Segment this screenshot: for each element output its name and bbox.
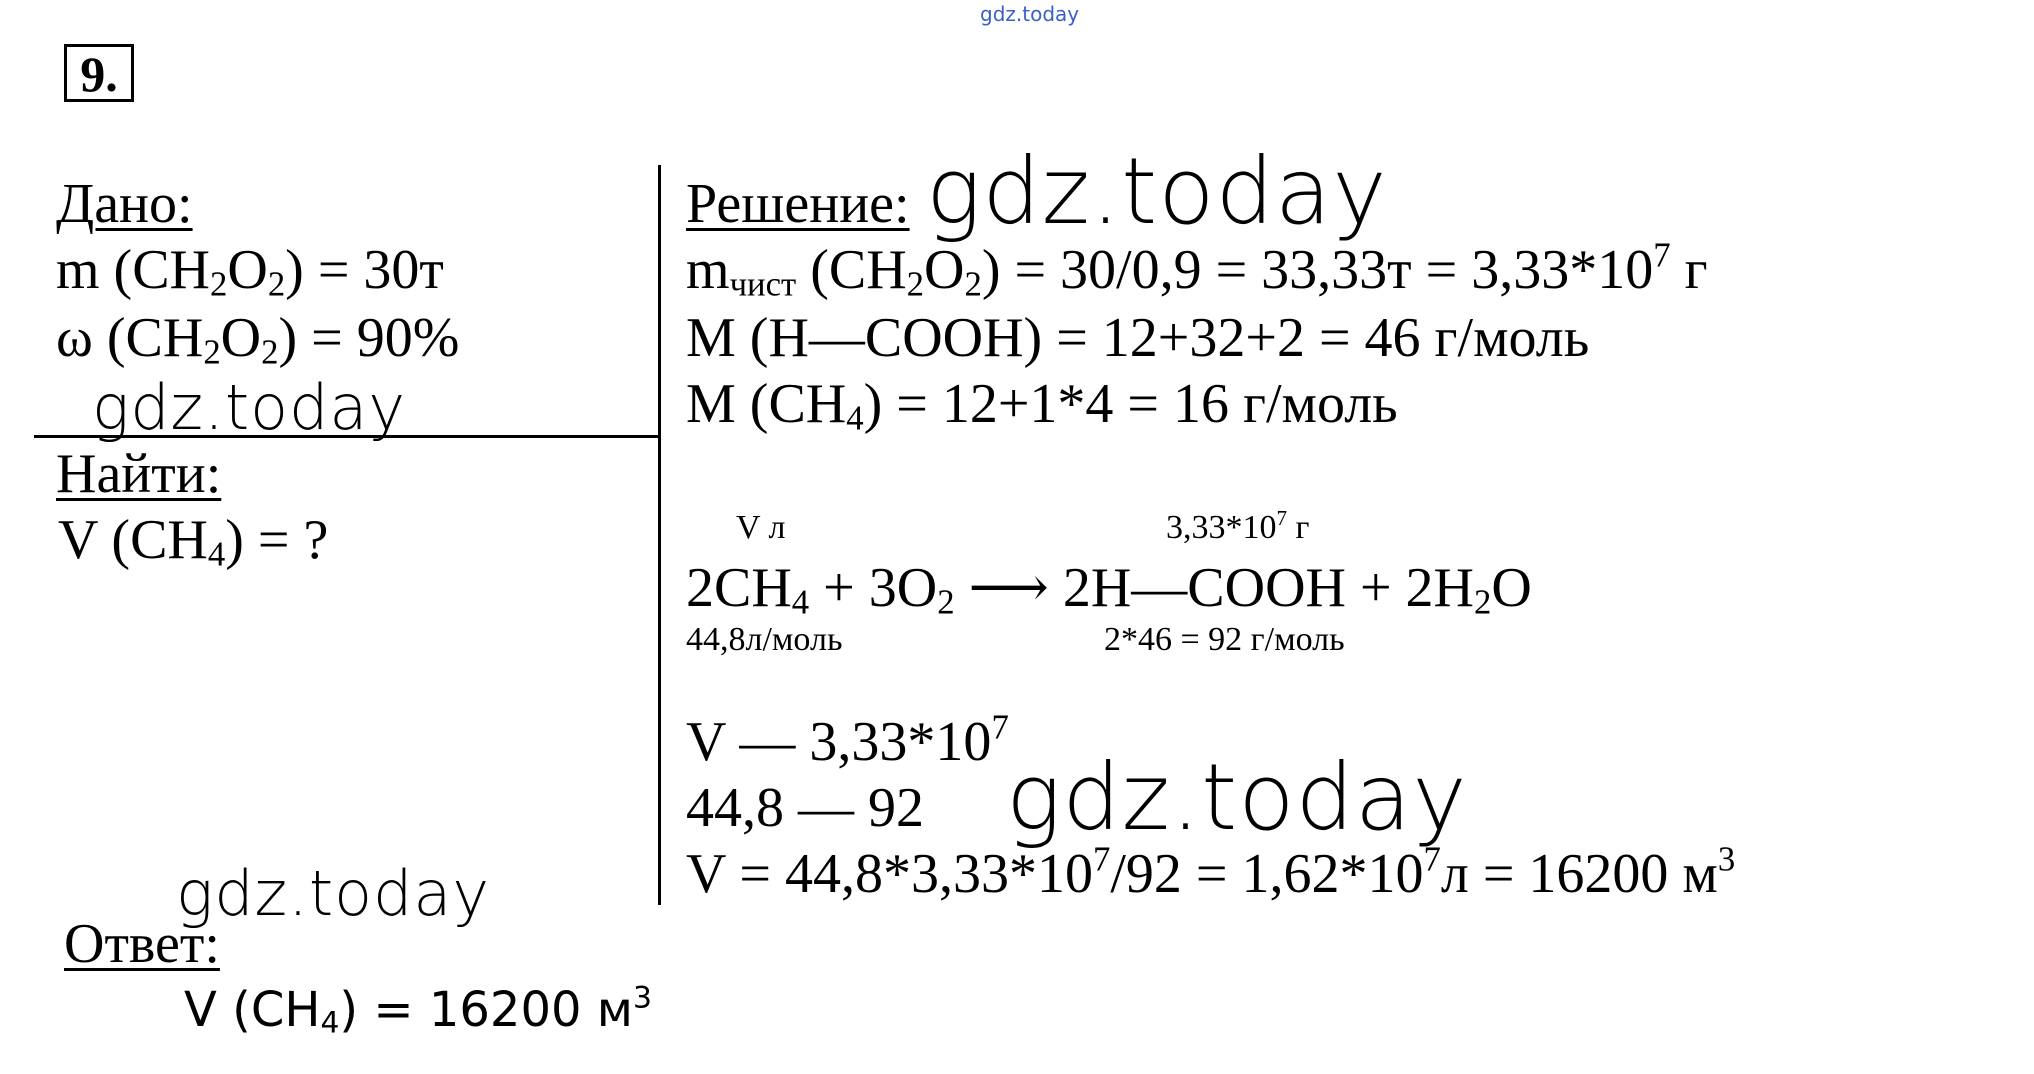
watermark-solution-top: gdz.today (926, 138, 1388, 245)
vertical-divider (658, 165, 661, 905)
reaction-above-right: $3,33*10^7$ г (1166, 505, 1310, 546)
given-mass: m $(CH_2O_2) = 30т$ (56, 239, 444, 304)
find-title: Найти: (56, 443, 222, 505)
problem-number: 9. (80, 46, 118, 102)
solution-title: Решение: (686, 173, 910, 235)
header-watermark: gdz.today (980, 2, 1080, 26)
answer-title: Ответ: (64, 913, 220, 975)
answer-expression: V $(CH_4) = 16200$ $м^3$ (184, 980, 652, 1041)
solution-line-pure-mass: $m_{чист}$ $(CH_2O_2) = 30/0,9 = 33,33т = 3,33*10^7$ г (686, 235, 1708, 304)
solution-result: $V = 44,8*3,33*10^7/92 = 1,62*10^7л = 16200$ $м^3$ (686, 839, 1736, 905)
given-title: Дано: (56, 173, 193, 235)
proportion-line-1: V — $3,33*10^7$ (686, 707, 1009, 773)
reaction-above-left: V л (736, 509, 786, 546)
solution-line-molar-methane: M $(CH_4) = 12+1*4 = 16$ г/моль (686, 373, 1398, 438)
reaction-equation: $2CH_4 + 3O_2$ ⟶ 2H—COOH + $2H_2O$ (686, 557, 1532, 622)
reaction-below-left: 44,8л/моль (686, 621, 843, 658)
given-omega: ω $(CH_2O_2) = 90\%$ (56, 307, 460, 372)
solution-line-molar-acid: M (H—COOH) = 12+32+2 = 46 г/моль (686, 307, 1590, 369)
proportion-line-2: 44,8 — 92 (686, 777, 924, 839)
problem-number-box (64, 44, 134, 102)
reaction-below-right: 2*46 = 92 г/моль (1104, 621, 1345, 658)
watermark-answer: gdz.today (176, 857, 491, 930)
watermark-solution-bottom: gdz.today (1006, 744, 1468, 851)
find-expression: V $(CH_4)$ = ? (58, 509, 329, 574)
watermark-given: gdz.today (92, 371, 407, 444)
